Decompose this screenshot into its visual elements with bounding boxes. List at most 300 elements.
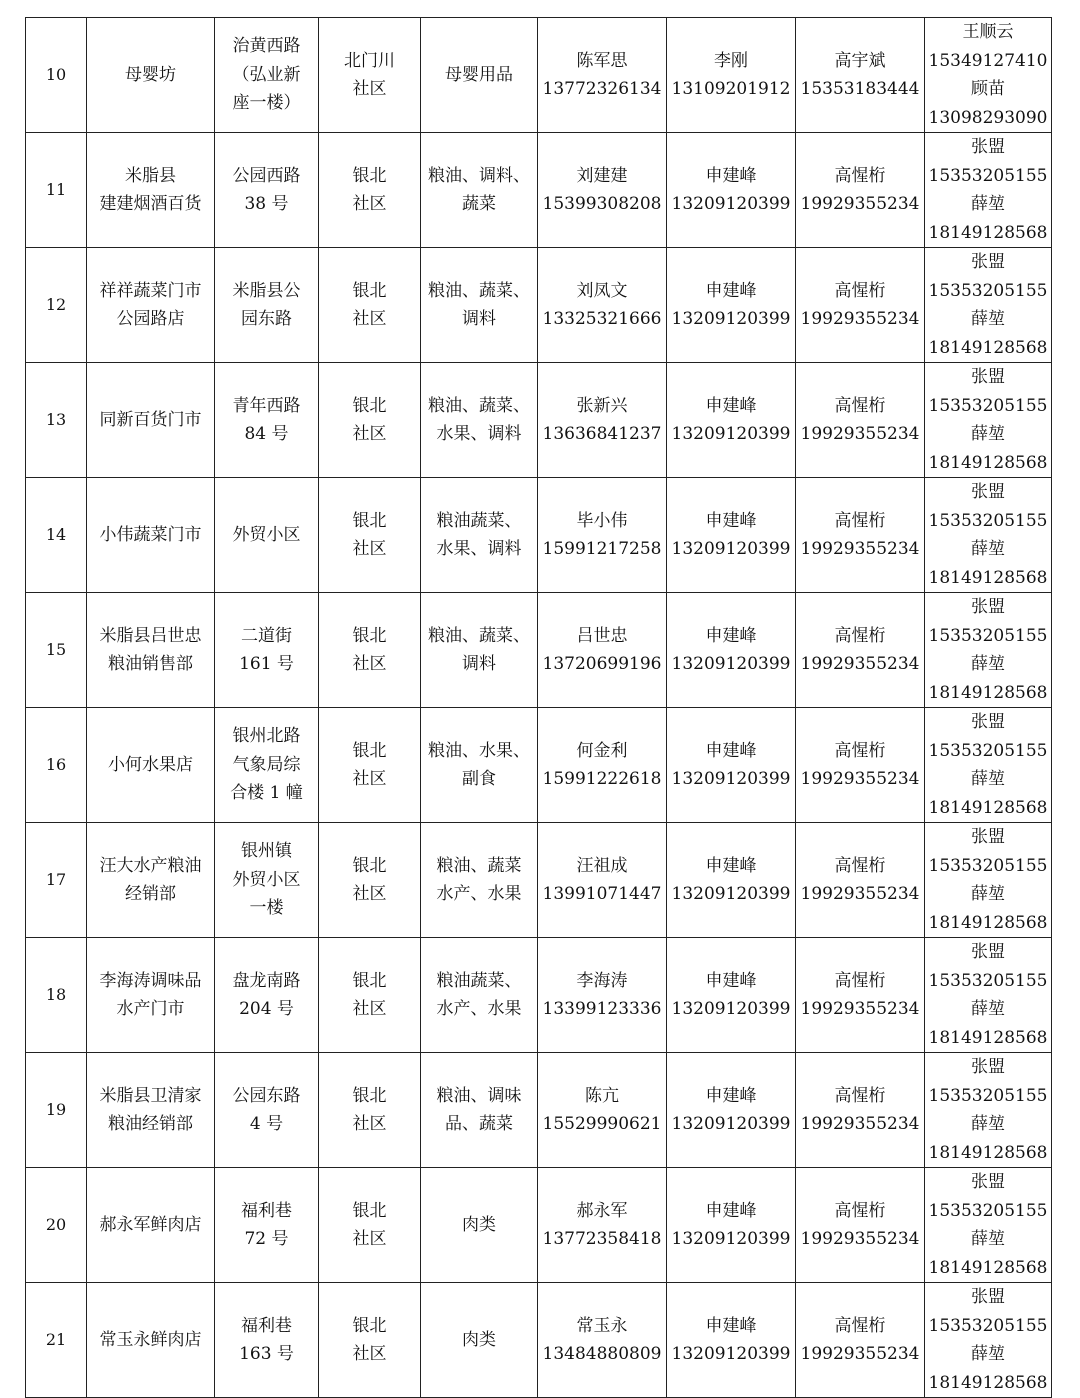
goods-category-cell [421, 1053, 538, 1168]
supervisor-contact-cell [925, 1283, 1052, 1398]
store-address-line: 治黄西路 [232, 36, 301, 57]
community-cell [319, 478, 421, 593]
community-line: 银北 [352, 1315, 387, 1336]
store-name-line: 郝永军鲜肉店 [99, 1214, 202, 1235]
supervisor-contact-line: 13098293090 [928, 107, 1048, 128]
supervisor-contact-line: 15353205155 [928, 970, 1048, 991]
supervisor-contact-line: 18149128568 [928, 1257, 1048, 1278]
owner-contact-line: 15529990621 [542, 1114, 662, 1134]
supervisor-contact-line: 18149128568 [928, 1142, 1048, 1163]
table-row [26, 938, 1052, 1053]
owner-contact-cell [538, 363, 667, 478]
supervisor-contact-line: 薛堃 [971, 769, 1005, 789]
community-contact-cell [667, 1283, 796, 1398]
community-cell [319, 1168, 421, 1283]
community-contact-line: 13209120399 [671, 999, 791, 1019]
row-number: 17 [45, 869, 67, 889]
supervisor-contact-line: 薛堃 [971, 194, 1005, 214]
store-address-line: （弘业新 [232, 64, 301, 85]
row-number: 21 [45, 1329, 67, 1349]
market-contact-line: 19929355234 [800, 884, 920, 904]
store-name-line: 小伟蔬菜门市 [99, 524, 202, 545]
store-name-line: 常玉永鲜肉店 [99, 1329, 202, 1350]
supervisor-contact-cell [925, 133, 1052, 248]
supervisor-contact-line: 薛堃 [971, 999, 1005, 1019]
store-name-line: 粮油经销部 [108, 1114, 193, 1134]
supervisor-contact-line: 张盟 [971, 827, 1005, 847]
market-contact-line: 高惺桁 [834, 165, 886, 186]
supervisor-contact-cell [925, 363, 1052, 478]
store-name-line: 母婴坊 [125, 64, 176, 85]
owner-contact-cell [538, 823, 667, 938]
supervisor-contact-line: 薛堃 [971, 1114, 1005, 1134]
owner-contact-line: 13399123336 [542, 999, 662, 1019]
goods-category-cell [421, 133, 538, 248]
table-row [26, 1283, 1052, 1398]
community-cell [319, 938, 421, 1053]
supervisor-contact-line: 薛堃 [971, 884, 1005, 904]
owner-contact-line: 13636841237 [542, 424, 662, 444]
store-contact-table [25, 17, 1052, 1398]
owner-contact-cell [538, 18, 667, 133]
store-name-cell [87, 1283, 215, 1398]
goods-category-cell [421, 708, 538, 823]
table-row [26, 18, 1052, 133]
community-contact-cell [667, 478, 796, 593]
owner-contact-line: 陈军思 [576, 50, 628, 71]
owner-contact-line: 郝永军 [576, 1200, 628, 1221]
row-number: 18 [45, 984, 67, 1004]
market-contact-cell [796, 478, 925, 593]
supervisor-contact-line: 15353205155 [928, 740, 1048, 761]
owner-contact-line: 张新兴 [576, 395, 628, 416]
owner-contact-line: 刘凤文 [576, 280, 628, 301]
store-name-line: 汪大水产粮油 [99, 855, 202, 876]
goods-category-cell [421, 593, 538, 708]
market-contact-line: 高惺桁 [834, 970, 886, 991]
goods-category-cell [421, 18, 538, 133]
market-contact-line: 高惺桁 [834, 1200, 886, 1221]
owner-contact-line: 吕世忠 [576, 625, 628, 646]
community-contact-line: 申建峰 [705, 740, 757, 761]
market-contact-line: 高宇斌 [834, 50, 886, 71]
community-contact-line: 13109201912 [671, 79, 791, 99]
community-line: 银北 [352, 625, 387, 646]
community-line: 社区 [352, 1229, 387, 1249]
store-address-line: 161 号 [239, 654, 294, 674]
store-address-line: 青年西路 [232, 395, 301, 416]
store-address-cell [215, 1168, 319, 1283]
goods-category-line: 水产、水果 [436, 884, 522, 904]
community-contact-cell [667, 1168, 796, 1283]
store-address-line: 204 号 [239, 999, 294, 1019]
community-contact-line: 申建峰 [705, 855, 757, 876]
community-contact-line: 申建峰 [705, 280, 757, 301]
store-name-cell [87, 363, 215, 478]
market-contact-line: 15353183444 [800, 79, 920, 99]
supervisor-contact-cell [925, 1053, 1052, 1168]
store-name-line: 米脂县 [125, 165, 176, 186]
store-address-line: 银州北路 [232, 726, 301, 747]
owner-contact-line: 13772326134 [542, 79, 662, 99]
store-name-cell [87, 593, 215, 708]
community-contact-line: 13209120399 [671, 424, 791, 444]
owner-contact-line: 13991071447 [542, 884, 662, 904]
supervisor-contact-cell [925, 18, 1052, 133]
store-name-line: 李海涛调味品 [99, 970, 202, 991]
supervisor-contact-line: 18149128568 [928, 1372, 1048, 1393]
row-number-cell [26, 248, 87, 363]
supervisor-contact-line: 张盟 [971, 1057, 1005, 1077]
goods-category-line: 调料 [462, 309, 496, 329]
owner-contact-line: 何金利 [576, 740, 628, 761]
community-contact-line: 申建峰 [705, 510, 757, 531]
community-cell [319, 18, 421, 133]
goods-category-line: 水果、调料 [436, 539, 522, 559]
supervisor-contact-line: 15349127410 [928, 50, 1048, 71]
supervisor-contact-line: 张盟 [971, 597, 1005, 617]
supervisor-contact-cell [925, 478, 1052, 593]
row-number-cell [26, 1283, 87, 1398]
supervisor-contact-cell [925, 593, 1052, 708]
goods-category-line: 粮油、水果、 [428, 740, 530, 761]
supervisor-contact-line: 张盟 [971, 712, 1005, 732]
owner-contact-line: 汪祖成 [576, 855, 628, 876]
community-cell [319, 248, 421, 363]
supervisor-contact-cell [925, 938, 1052, 1053]
market-contact-line: 高惺桁 [834, 1085, 886, 1106]
community-contact-line: 申建峰 [705, 165, 757, 186]
store-address-line: 外贸小区 [232, 869, 301, 890]
table-row [26, 248, 1052, 363]
store-name-cell [87, 133, 215, 248]
table-row [26, 593, 1052, 708]
owner-contact-cell [538, 133, 667, 248]
table-row [26, 133, 1052, 248]
community-line: 银北 [352, 855, 387, 876]
goods-category-cell [421, 1168, 538, 1283]
market-contact-cell [796, 363, 925, 478]
supervisor-contact-line: 15353205155 [928, 165, 1048, 186]
store-address-line: 银州镇 [241, 841, 292, 862]
supervisor-contact-line: 15353205155 [928, 1200, 1048, 1221]
supervisor-contact-line: 18149128568 [928, 337, 1048, 358]
supervisor-contact-line: 18149128568 [928, 682, 1048, 703]
market-contact-line: 高惺桁 [834, 395, 886, 416]
supervisor-contact-line: 15353205155 [928, 855, 1048, 876]
store-address-line: 合楼 1 幢 [230, 783, 303, 804]
store-name-cell [87, 938, 215, 1053]
table-body [26, 18, 1052, 1398]
supervisor-contact-cell [925, 823, 1052, 938]
store-name-line: 米脂县卫清家 [99, 1085, 202, 1106]
owner-contact-line: 15991222618 [542, 769, 662, 789]
community-cell [319, 823, 421, 938]
community-cell [319, 593, 421, 708]
goods-category-line: 粮油、蔬菜、 [428, 280, 530, 301]
store-address-line: 座一楼） [232, 93, 301, 114]
community-cell [319, 133, 421, 248]
market-contact-line: 高惺桁 [834, 625, 886, 646]
goods-category-line: 母婴用品 [445, 64, 513, 85]
store-address-line: 气象局综 [232, 754, 301, 775]
market-contact-line: 19929355234 [800, 1114, 920, 1134]
goods-category-line: 粮油、调料、 [428, 165, 530, 186]
community-contact-line: 13209120399 [671, 194, 791, 214]
community-contact-line: 13209120399 [671, 309, 791, 329]
community-line: 社区 [352, 424, 387, 444]
market-contact-line: 19929355234 [800, 309, 920, 329]
table-row [26, 363, 1052, 478]
market-contact-cell [796, 18, 925, 133]
community-contact-line: 申建峰 [705, 970, 757, 991]
community-line: 社区 [352, 194, 387, 214]
row-number-cell [26, 938, 87, 1053]
goods-category-cell [421, 1283, 538, 1398]
owner-contact-cell [538, 248, 667, 363]
community-line: 银北 [352, 970, 387, 991]
community-cell [319, 708, 421, 823]
community-line: 社区 [352, 539, 387, 559]
goods-category-cell [421, 938, 538, 1053]
owner-contact-line: 15399308208 [542, 194, 662, 214]
goods-category-cell [421, 363, 538, 478]
store-name-line: 同新百货门市 [99, 409, 202, 430]
community-contact-line: 13209120399 [671, 654, 791, 674]
goods-category-line: 品、蔬菜 [445, 1114, 513, 1134]
supervisor-contact-line: 薛堃 [971, 654, 1005, 674]
owner-contact-line: 13484880809 [542, 1344, 662, 1364]
store-address-line: 84 号 [244, 424, 289, 444]
community-line: 社区 [352, 79, 387, 99]
store-address-cell [215, 248, 319, 363]
market-contact-cell [796, 938, 925, 1053]
community-line: 社区 [352, 654, 387, 674]
goods-category-line: 粮油、蔬菜、 [428, 625, 530, 646]
community-cell [319, 363, 421, 478]
community-line: 社区 [352, 1114, 387, 1134]
goods-category-line: 粮油蔬菜、 [436, 510, 522, 531]
market-contact-cell [796, 1168, 925, 1283]
supervisor-contact-line: 张盟 [971, 367, 1005, 387]
store-address-cell [215, 1053, 319, 1168]
goods-category-line: 粮油、调味 [436, 1085, 522, 1106]
market-contact-line: 19929355234 [800, 539, 920, 559]
store-address-cell [215, 18, 319, 133]
market-contact-line: 19929355234 [800, 999, 920, 1019]
store-address-line: 公园西路 [232, 165, 301, 186]
community-line: 社区 [352, 309, 387, 329]
store-address-line: 福利巷 [241, 1200, 292, 1221]
row-number-cell [26, 823, 87, 938]
store-address-line: 盘龙南路 [232, 970, 301, 991]
supervisor-contact-line: 18149128568 [928, 797, 1048, 818]
community-cell [319, 1053, 421, 1168]
owner-contact-line: 13325321666 [542, 309, 662, 329]
supervisor-contact-line: 王顺云 [962, 22, 1014, 42]
store-name-cell [87, 248, 215, 363]
store-name-cell [87, 823, 215, 938]
goods-category-line: 蔬菜 [462, 194, 496, 214]
owner-contact-line: 李海涛 [576, 970, 628, 991]
supervisor-contact-line: 薛堃 [971, 539, 1005, 559]
store-address-line: 72 号 [244, 1229, 289, 1249]
store-address-cell [215, 593, 319, 708]
supervisor-contact-line: 薛堃 [971, 424, 1005, 444]
row-number: 16 [45, 754, 67, 774]
market-contact-line: 高惺桁 [834, 510, 886, 531]
market-contact-cell [796, 708, 925, 823]
market-contact-line: 19929355234 [800, 1229, 920, 1249]
owner-contact-line: 毕小伟 [576, 510, 628, 531]
row-number: 20 [45, 1214, 67, 1234]
community-contact-line: 13209120399 [671, 884, 791, 904]
market-contact-line: 19929355234 [800, 769, 920, 789]
community-cell [319, 1283, 421, 1398]
community-contact-cell [667, 133, 796, 248]
store-address-cell [215, 133, 319, 248]
table-row [26, 1053, 1052, 1168]
row-number-cell [26, 363, 87, 478]
owner-contact-cell [538, 938, 667, 1053]
supervisor-contact-line: 薛堃 [971, 309, 1005, 329]
market-contact-line: 19929355234 [800, 194, 920, 214]
supervisor-contact-line: 张盟 [971, 942, 1005, 962]
owner-contact-cell [538, 1283, 667, 1398]
store-name-cell [87, 1168, 215, 1283]
store-name-line: 建建烟酒百货 [99, 194, 202, 214]
market-contact-line: 高惺桁 [834, 740, 886, 761]
community-contact-line: 申建峰 [705, 625, 757, 646]
owner-contact-cell [538, 478, 667, 593]
store-name-line: 经销部 [125, 884, 176, 904]
row-number-cell [26, 593, 87, 708]
goods-category-line: 水果、调料 [436, 424, 522, 444]
supervisor-contact-line: 18149128568 [928, 222, 1048, 243]
store-address-cell [215, 363, 319, 478]
store-name-cell [87, 1053, 215, 1168]
market-contact-line: 19929355234 [800, 424, 920, 444]
community-line: 社区 [352, 769, 387, 789]
community-contact-line: 申建峰 [705, 1200, 757, 1221]
supervisor-contact-line: 顾苗 [971, 79, 1005, 99]
owner-contact-line: 13720699196 [542, 654, 662, 674]
community-line: 银北 [352, 510, 387, 531]
store-address-line: 二道街 [241, 625, 292, 646]
community-contact-cell [667, 248, 796, 363]
supervisor-contact-line: 张盟 [971, 1172, 1005, 1192]
supervisor-contact-line: 薛堃 [971, 1344, 1005, 1364]
store-name-line: 水产门市 [116, 999, 185, 1019]
row-number: 19 [45, 1099, 67, 1119]
store-address-cell [215, 823, 319, 938]
owner-contact-line: 刘建建 [576, 165, 628, 186]
owner-contact-cell [538, 1168, 667, 1283]
store-address-line: 38 号 [244, 194, 289, 214]
owner-contact-line: 13772358418 [542, 1229, 662, 1249]
community-contact-cell [667, 593, 796, 708]
community-contact-line: 李刚 [714, 50, 748, 71]
goods-category-cell [421, 823, 538, 938]
community-contact-line: 13209120399 [671, 1229, 791, 1249]
goods-category-line: 肉类 [462, 1214, 496, 1235]
store-address-line: 一楼 [249, 898, 284, 919]
market-contact-line: 高惺桁 [834, 1315, 886, 1336]
goods-category-line: 粮油蔬菜、 [436, 970, 522, 991]
goods-category-line: 粮油、蔬菜、 [428, 395, 530, 416]
row-number-cell [26, 478, 87, 593]
market-contact-cell [796, 593, 925, 708]
community-contact-cell [667, 938, 796, 1053]
supervisor-contact-line: 15353205155 [928, 510, 1048, 531]
supervisor-contact-line: 张盟 [971, 482, 1005, 502]
supervisor-contact-line: 18149128568 [928, 912, 1048, 933]
goods-category-line: 粮油、蔬菜 [436, 855, 522, 876]
supervisor-contact-line: 18149128568 [928, 567, 1048, 588]
supervisor-contact-line: 15353205155 [928, 395, 1048, 416]
store-name-line: 小何水果店 [108, 754, 193, 775]
community-contact-cell [667, 18, 796, 133]
market-contact-line: 高惺桁 [834, 855, 886, 876]
row-number-cell [26, 708, 87, 823]
store-address-cell [215, 478, 319, 593]
community-contact-cell [667, 708, 796, 823]
store-name-line: 公园路店 [116, 309, 185, 329]
store-name-line: 祥祥蔬菜门市 [99, 280, 202, 301]
supervisor-contact-line: 15353205155 [928, 280, 1048, 301]
store-address-cell [215, 708, 319, 823]
store-address-line: 公园东路 [232, 1085, 301, 1106]
store-name-line: 米脂县吕世忠 [99, 625, 202, 646]
row-number: 13 [45, 409, 67, 429]
market-contact-cell [796, 1283, 925, 1398]
store-name-line: 粮油销售部 [108, 654, 193, 674]
row-number-cell [26, 1168, 87, 1283]
table-row [26, 708, 1052, 823]
row-number: 11 [45, 179, 67, 199]
market-contact-cell [796, 1053, 925, 1168]
supervisor-contact-line: 15353205155 [928, 1085, 1048, 1106]
owner-contact-cell [538, 593, 667, 708]
row-number: 10 [45, 64, 67, 84]
row-number-cell [26, 18, 87, 133]
row-number: 14 [45, 524, 67, 544]
store-address-line: 园东路 [241, 309, 292, 329]
row-number-cell [26, 133, 87, 248]
table-row [26, 823, 1052, 938]
goods-category-line: 肉类 [462, 1329, 496, 1350]
market-contact-cell [796, 248, 925, 363]
community-line: 社区 [352, 999, 387, 1019]
supervisor-contact-line: 张盟 [971, 137, 1005, 157]
goods-category-cell [421, 478, 538, 593]
community-contact-cell [667, 1053, 796, 1168]
goods-category-line: 调料 [462, 654, 496, 674]
supervisor-contact-line: 18149128568 [928, 1027, 1048, 1048]
row-number: 12 [45, 294, 67, 314]
community-contact-cell [667, 823, 796, 938]
market-contact-line: 19929355234 [800, 654, 920, 674]
supervisor-contact-line: 张盟 [971, 1287, 1005, 1307]
community-line: 银北 [352, 1200, 387, 1221]
owner-contact-cell [538, 708, 667, 823]
goods-category-line: 副食 [462, 769, 496, 789]
supervisor-contact-line: 15353205155 [928, 625, 1048, 646]
supervisor-contact-line: 张盟 [971, 252, 1005, 272]
community-line: 银北 [352, 165, 387, 186]
supervisor-contact-cell [925, 708, 1052, 823]
goods-category-cell [421, 248, 538, 363]
